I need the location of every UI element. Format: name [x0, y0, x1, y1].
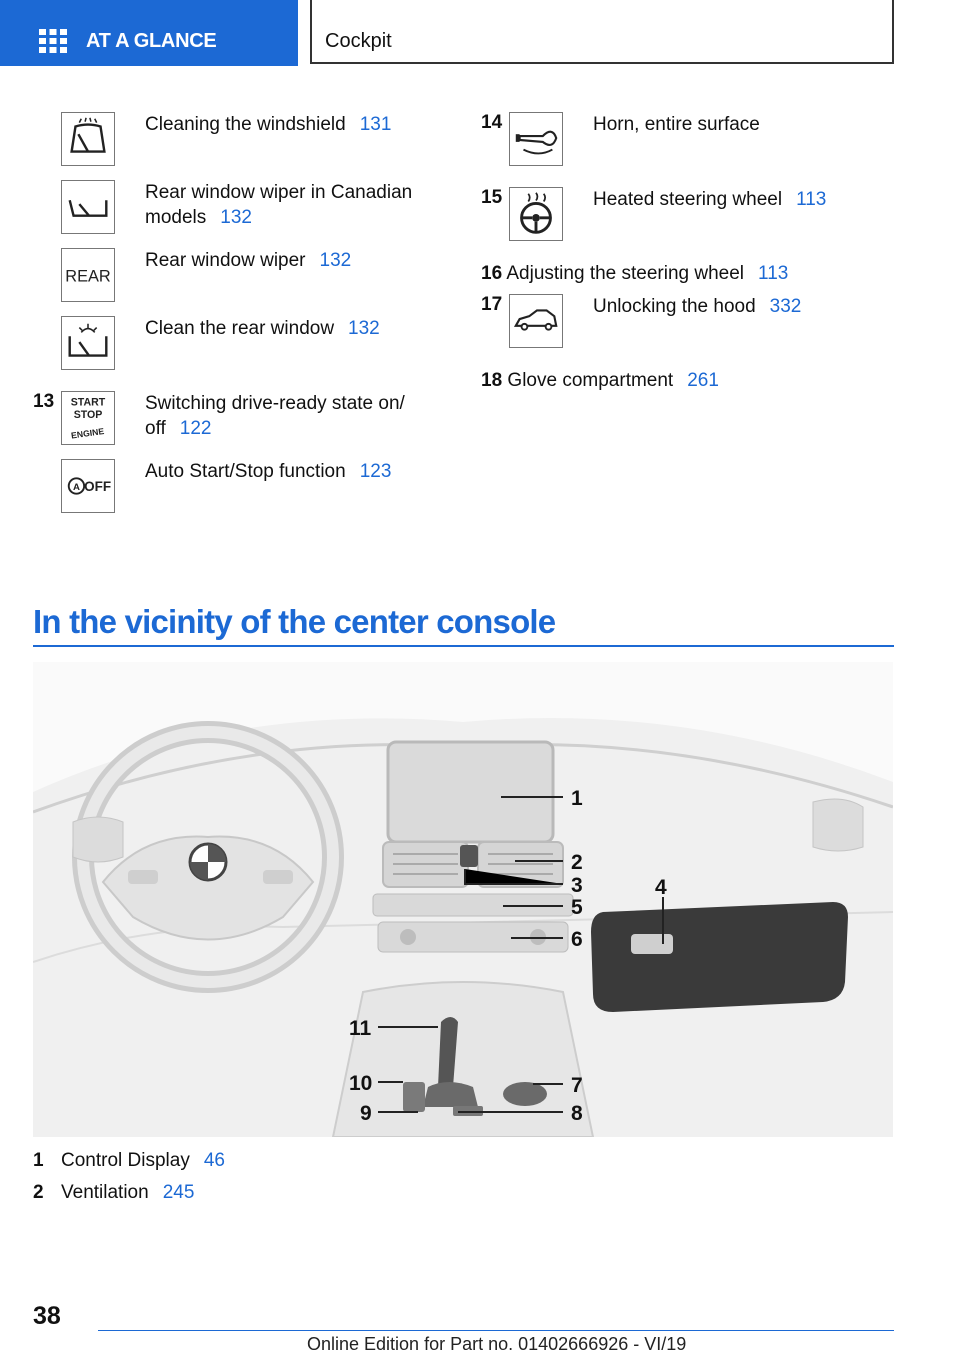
header-title-box — [310, 0, 894, 64]
page-link[interactable]: 113 — [796, 189, 827, 210]
callout-3: 3 — [571, 874, 583, 897]
page-link[interactable]: 132 — [220, 207, 252, 228]
page-link[interactable]: 123 — [359, 461, 392, 482]
section-heading: In the vicinity of the center console — [33, 603, 556, 640]
legend-text — [61, 1182, 194, 1204]
svg-text:A: A — [72, 481, 80, 493]
engine-label: ENGINE — [70, 426, 105, 441]
rear-wiper-canada-icon — [61, 180, 115, 234]
item-text: Switching drive-ready state on/ — [145, 393, 405, 414]
heated-steering-wheel-icon — [509, 187, 563, 241]
item-text-cont: off — [145, 418, 166, 439]
page-link[interactable]: 261 — [687, 370, 719, 391]
callout-6: 6 — [571, 928, 583, 951]
start-label: START — [70, 396, 106, 409]
item-text: Unlocking the hood — [593, 296, 756, 317]
callout-11: 11 — [349, 1017, 372, 1040]
item-text: Adjusting the steering wheel — [506, 263, 745, 284]
item-text: Auto Start/Stop function — [145, 461, 346, 482]
edition-note: Online Edition for Part no. 01402666926 - VI/19 — [307, 1334, 687, 1354]
page-header — [0, 0, 960, 66]
legend-item — [33, 1182, 44, 1204]
list-item — [145, 316, 380, 341]
callout-10: 10 — [349, 1072, 373, 1095]
list-item — [593, 187, 826, 212]
item-text: Clean the rear window — [145, 318, 335, 339]
page-title: Cockpit — [325, 30, 392, 52]
page-link[interactable]: 245 — [162, 1182, 195, 1203]
list-item — [593, 112, 760, 137]
start-stop-engine-icon — [61, 391, 115, 445]
section-divider — [33, 645, 894, 647]
page-link[interactable]: 332 — [769, 296, 802, 317]
page-link[interactable]: 131 — [359, 114, 392, 135]
auto-start-stop-off-icon — [61, 459, 115, 513]
list-item — [145, 180, 412, 230]
off-label: OFF — [84, 478, 112, 494]
legend-text — [61, 1150, 225, 1172]
page-link[interactable]: 122 — [179, 418, 212, 439]
horn-icon — [509, 112, 563, 166]
list-item — [145, 391, 405, 441]
page-link[interactable]: 132 — [348, 318, 380, 339]
center-console-illustration — [33, 662, 893, 1137]
item-number: 17 — [481, 294, 503, 315]
page-number: 38 — [33, 1302, 61, 1330]
callout-9: 9 — [360, 1102, 372, 1125]
item-text-cont: models — [145, 207, 207, 228]
legend-label: Control Display — [61, 1150, 190, 1171]
page-link[interactable]: 132 — [319, 250, 352, 271]
callout-4: 4 — [655, 876, 667, 899]
item-text: Rear window wiper — [145, 250, 306, 271]
item-text: Glove compartment — [507, 370, 674, 391]
list-item — [145, 459, 391, 484]
item-number: 13 — [33, 391, 55, 412]
item-number: 18 — [481, 370, 503, 391]
page-link[interactable]: 113 — [758, 263, 789, 284]
item-number: 16 — [481, 263, 503, 284]
item-text: Horn, entire surface — [593, 114, 760, 135]
rear-washer-icon — [61, 316, 115, 370]
rear-text-icon — [61, 248, 115, 302]
list-item — [145, 248, 351, 273]
callout-8: 8 — [571, 1102, 583, 1125]
legend-number: 2 — [33, 1182, 44, 1203]
page-link[interactable]: 46 — [203, 1150, 225, 1171]
callout-7: 7 — [571, 1074, 583, 1097]
callout-5: 5 — [571, 896, 583, 919]
legend-item — [33, 1150, 44, 1172]
grid-menu-icon — [39, 29, 67, 53]
stop-label: STOP — [73, 409, 103, 421]
list-item — [593, 294, 801, 319]
section-tab-label: AT A GLANCE — [86, 30, 217, 52]
callout-1: 1 — [571, 787, 583, 810]
section-tab[interactable] — [0, 0, 298, 66]
item-number: 15 — [481, 187, 503, 208]
footer-divider — [98, 1330, 894, 1331]
legend-label: Ventilation — [61, 1182, 149, 1203]
hood-icon — [509, 294, 563, 348]
item-text: Heated steering wheel — [593, 189, 783, 210]
list-item — [145, 112, 391, 137]
item-text: Cleaning the windshield — [145, 114, 346, 135]
item-text: Rear window wiper in Canadian — [145, 182, 413, 203]
list-item — [481, 261, 788, 286]
rear-icon-label: REAR — [65, 267, 111, 286]
windshield-washer-icon — [61, 112, 115, 166]
list-item — [481, 368, 719, 393]
callout-2: 2 — [571, 851, 583, 874]
legend-number: 1 — [33, 1150, 44, 1171]
item-number: 14 — [481, 112, 503, 133]
